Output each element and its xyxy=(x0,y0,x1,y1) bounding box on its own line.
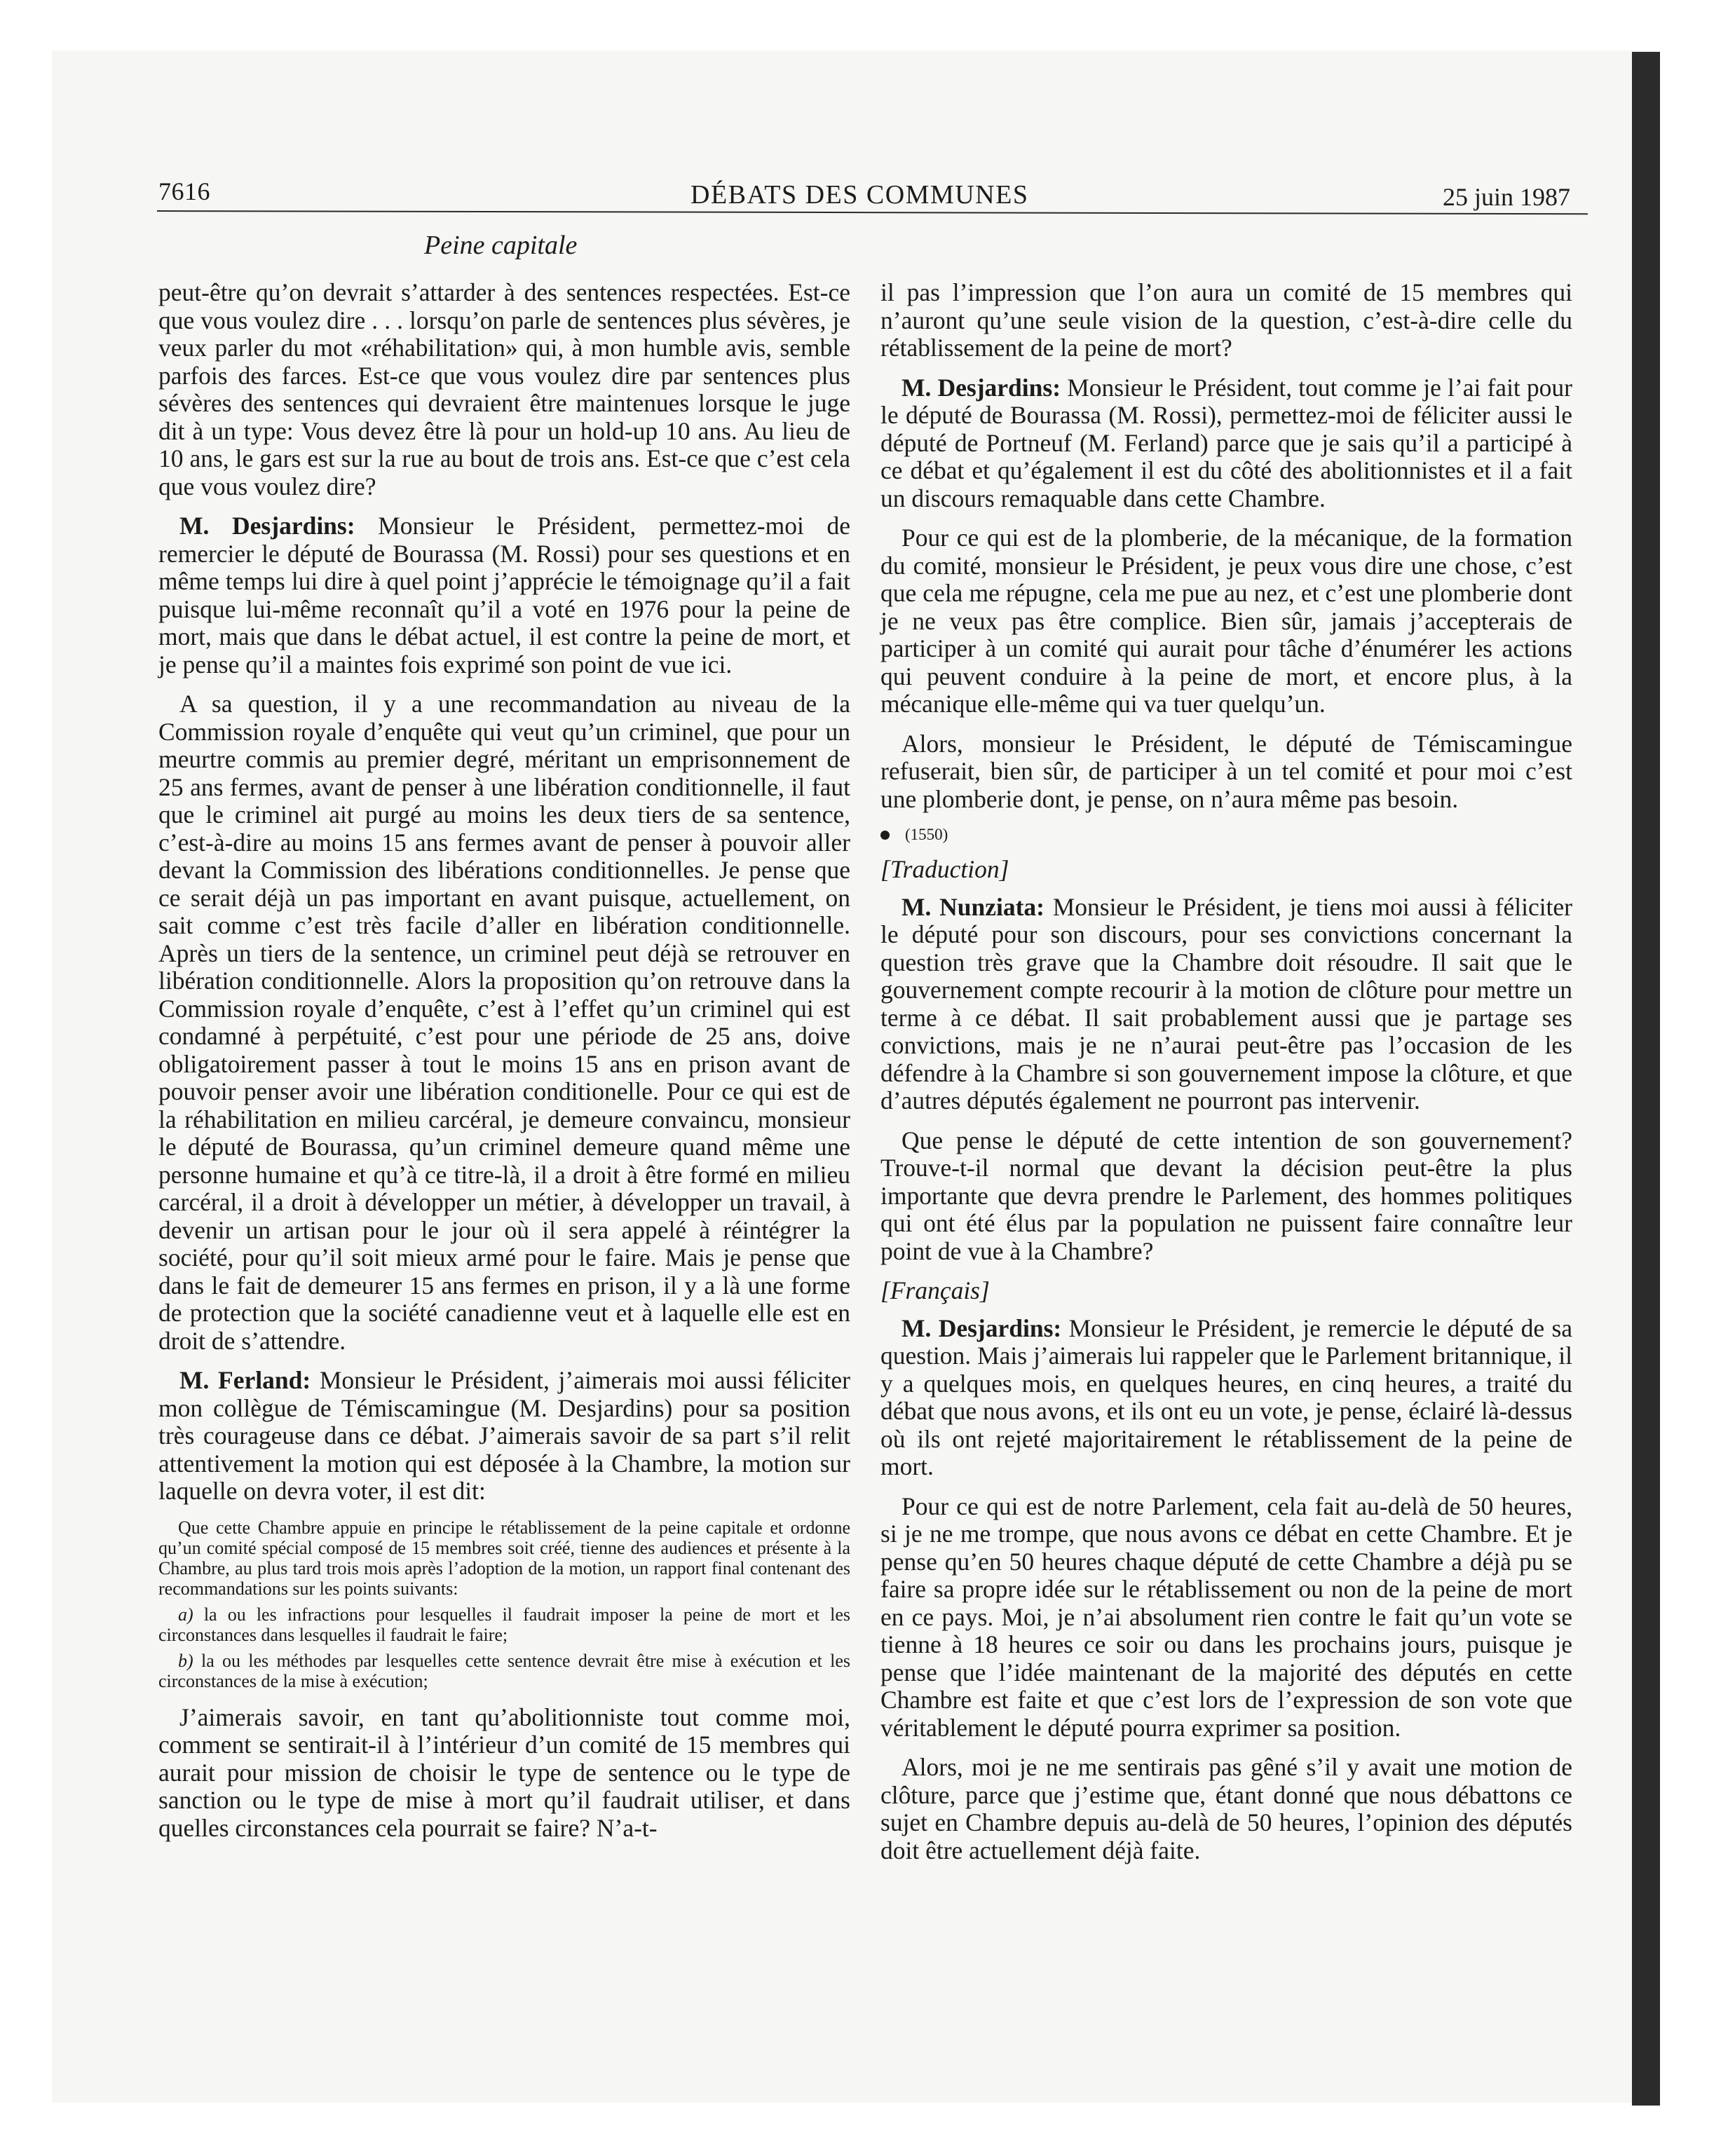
header-rule xyxy=(157,210,1588,214)
language-note-french: [Français] xyxy=(880,1276,990,1304)
paragraph: Alors, monsieur le Président, le député de Témiscamingue refuserait, bien sûr, de participer à un tel comité et pour moi c’est une plomberie dont, je pense, on n’aura même pas besoin. xyxy=(880,729,1572,813)
quote-paragraph: Que cette Chambre appuie en principe le rétablissement de la peine capitale et ordonne qu’un comité spécial composé de 15 membres soit créé, tienne des audiences et présente à la Chambre, au plus tard trois mois après l’adoption de la motion, un rapport final contenant des recommandations sur les points suivants: xyxy=(158,1517,850,1599)
paragraph: Pour ce qui est de la plomberie, de la mécanique, de la formation du comité, monsieur le Président, je peux vous dire une chose, c’est que cela me répugne, cela me pue au nez, et c’est une plomberie dont je ne veux pas être complice. Bien sûr, jamais j’accepterais de participer à un comité qui aurait pour tâche d’énumérer les actions qui peuvent conduire à la peine de mort, et encore plus, à la mécanique elle-même qui va tuer quelqu’un. xyxy=(880,524,1572,718)
scan-margin-right xyxy=(1660,0,1735,2156)
speech-text: Monsieur le Président, tout comme je l’ai fait pour le député de Bourassa (M. Rossi), permettez-moi de féliciter aussi le député de Portneuf (M. Ferland) parce que je sais qu’il a participé à ce débat et qu’également il est du côté des abolitionnistes et il a fait un discours remaquable dans cette Chambre. xyxy=(880,373,1573,512)
speaker-name: M. Desjardins: xyxy=(901,373,1061,402)
paragraph: il pas l’impression que l’on aura un comité de 15 membres qui n’auront qu’une seule vision de la question, c’est-à-dire celle du rétablissement de la peine de mort? xyxy=(880,278,1572,362)
speech-text: Monsieur le Président, permettez-moi de remercier le député de Bourassa (M. Rossi) pour ses questions et en même temps lui dire à quel point j’apprécie le témoignage qu’il a fait puisque lui-même reconnaît qu’il a voté en 1976 pour la peine de mort, mais que dans le débat actuel, il est contre la peine de mort, et je pense qu’il a maintes fois exprimé son point de vue ici. xyxy=(158,512,851,678)
time-marker xyxy=(880,825,1572,845)
speech-text: Monsieur le Président, j’aimerais moi aussi féliciter mon collègue de Témiscamingue (M. Desjardins) pour sa position très courageuse dans ce débat. J’aimerais savoir de sa part s’il relit attentivement la motion qui est déposée à la Chambre, la motion sur laquelle on devra voter, il est dit: xyxy=(158,1366,851,1505)
speech-desjardins-1 xyxy=(158,512,850,678)
running-title: DÉBATS DES COMMUNES xyxy=(690,180,1029,210)
bullet-icon xyxy=(880,831,890,840)
scan-binding-edge xyxy=(1632,52,1660,2106)
left-column xyxy=(158,279,850,1854)
speaker-name: M. Desjardins: xyxy=(179,512,355,540)
header-date: 25 juin 1987 xyxy=(1443,183,1571,211)
motion-quote xyxy=(158,1517,850,1691)
item-text: la ou les méthodes par lesquelles cette sentence devrait être mise à exécution et les circonstances de la mise à exécution; xyxy=(158,1650,851,1691)
speech-desjardins-3 xyxy=(880,1315,1572,1481)
speech-ferland xyxy=(158,1367,850,1506)
speaker-name: M. Nunziata: xyxy=(901,892,1045,921)
page-number: 7616 xyxy=(158,177,210,205)
language-note-translation: [Traduction] xyxy=(880,855,1009,883)
speech-desjardins-2 xyxy=(880,374,1572,513)
speech-text: Monsieur le Président, je tiens moi aussi à féliciter le député pour son discours, pour ses convictions concernant la question très grave que la Chambre doit résoudre. Il sait que le gouvernement compte recourir à la motion de clôture pour mettre un terme à ce débat. Il sait probablement aussi que je partage ses convictions, mais je ne n’aurai peut-être pas l’occasion de les défendre à la Chambre si son gouvernement impose la clôture, et que d’autres députés également ne pourront pas intervenir. xyxy=(880,892,1573,1114)
speaker-name: M. Desjardins: xyxy=(901,1314,1062,1342)
paragraph: peut-être qu’on devrait s’attarder à des sentences respectées. Est-ce que vous voulez dire . . . lorsqu’on parle de sentences plus sévères, je veux parler du mot «réhabilitation» qui, à mon humble avis, semble parfois des farces. Est-ce que vous voulez dire par sentences plus sévères des sentences qui devraient être maintenues lorsque le juge dit à un type: Vous devez être là pour un hold-up 10 ans. Au lieu de 10 ans, le gars est sur la rue au bout de trois ans. Est-ce que c’est cela que vous voulez dire? xyxy=(158,278,850,500)
item-label: b) xyxy=(178,1650,193,1671)
quote-item-b xyxy=(158,1651,850,1691)
paragraph: A sa question, il y a une recommandation au niveau de la Commission royale d’enquête qui veut qu’un criminel, que pour un meurtre commis au premier degré, méritant un emprisonnement de 25 ans fermes, avant de penser à une libération conditionnelle, il faut que le criminel ait purgé au moins les deux tiers de sa sentence, c’est-à-dire au moins 15 ans fermes avant de penser à pouvoir aller devant la Commission des libérations conditionnelles. Je pense que ce serait déjà un pas important en avant puisque, actuellement, on sait comme c’est très facile d’aller en libération conditionnelle. Après un tiers de la sentence, un criminel peut déjà se retrouver en libération conditionnelle. Alors la proposition qu’on retrouve dans la Commission royale d’enquête, c’est à l’effet qu’un criminel qui est condamné à perpétuité, c’est pour une période de 25 ans, doive obligatoirement passer à tout le moins 15 ans en prison avant de pouvoir penser avoir une libération conditionelle. Pour ce qui est de la réhabilitation en milieu carcéral, je demeure convaincu, monsieur le député de Bourassa, qu’un criminel demeure quand même une personne humaine et qu’à ce titre-là, il a droit à être formé en milieu carcéral, il a droit à développer un métier, à développer un travail, à devenir un artisan pour le jour où il sera appelé à réintégrer la société, pour qu’il soit mieux armé pour le faire. Mais je pense que dans le fait de demeurer 15 ans fermes en prison, il y a là une forme de protection que la société canadienne veut et à laquelle elle est en droit de s’attendre. xyxy=(158,690,850,1355)
time-marker-text: (1550) xyxy=(905,826,948,843)
right-column xyxy=(880,279,1572,1876)
section-title: Peine capitale xyxy=(424,231,578,260)
scan-margin-top xyxy=(0,0,1735,50)
paragraph: Alors, moi je ne me sentirais pas gêné s’il y avait une motion de clôture, parce que j’estime que, étant donné que nous débattons ce sujet en Chambre depuis au-delà de 50 heures, l’opinion des députés doit être actuellement déjà faite. xyxy=(880,1753,1572,1864)
speaker-name: M. Ferland: xyxy=(179,1366,311,1394)
scan-margin-bottom xyxy=(0,2103,1735,2156)
paragraph: J’aimerais savoir, en tant qu’abolitionniste tout comme moi, comment se sentirait-il à l’intérieur d’un comité de 15 membres qui aurait pour mission de choisir le type de sentence ou le type de sanction ou le type de mise à mort qu’il faudrait utiliser, et dans quelles circonstances cela pourrait se faire? N’a-t- xyxy=(158,1703,850,1842)
paragraph: Pour ce qui est de notre Parlement, cela fait au-delà de 50 heures, si je ne me trompe, que nous avons ce débat en cette Chambre. Et je pense qu’en 50 heures chaque député de cette Chambre a déjà pu se faire sa propre idée sur le rétablissement ou non de la peine de mort en ce pays. Moi, je n’ai absolument rien contre le fait qu’un vote se tienne à 18 heures ce soir ou dans les prochains jours, puisque je pense que l’idée maintenant de la majorité des députés en cette Chambre est faite et que c’est lors de l’expression de son vote que véritablement le député pourra exprimer sa position. xyxy=(880,1492,1572,1742)
speech-text: Monsieur le Président, je remercie le député de sa question. Mais j’aimerais lui rappeler que le Parlement britannique, il y a quelques mois, en quelques heures, en cinq heures, a traité du débat que nous avons, et ils ont eu un vote, je pense, éclairé là-dessus où ils ont rejeté majoritairement le rétablissement de la peine de mort. xyxy=(880,1314,1573,1480)
item-text: la ou les infractions pour lesquelles il faudrait imposer la peine de mort et les circonstances dans lesquelles il faudrait le faire; xyxy=(158,1604,851,1645)
quote-item-a xyxy=(158,1604,850,1645)
paragraph: Que pense le député de cette intention de son gouvernement? Trouve-t-il normal que devant la décision peut-être la plus importante que devra prendre le Parlement, des hommes politiques qui ont été élus par la population ne puissent faire connaître leur point de vue à la Chambre? xyxy=(880,1126,1572,1265)
scan-margin-left xyxy=(0,0,52,2156)
item-label: a) xyxy=(178,1604,193,1625)
speech-nunziata xyxy=(880,894,1572,1115)
